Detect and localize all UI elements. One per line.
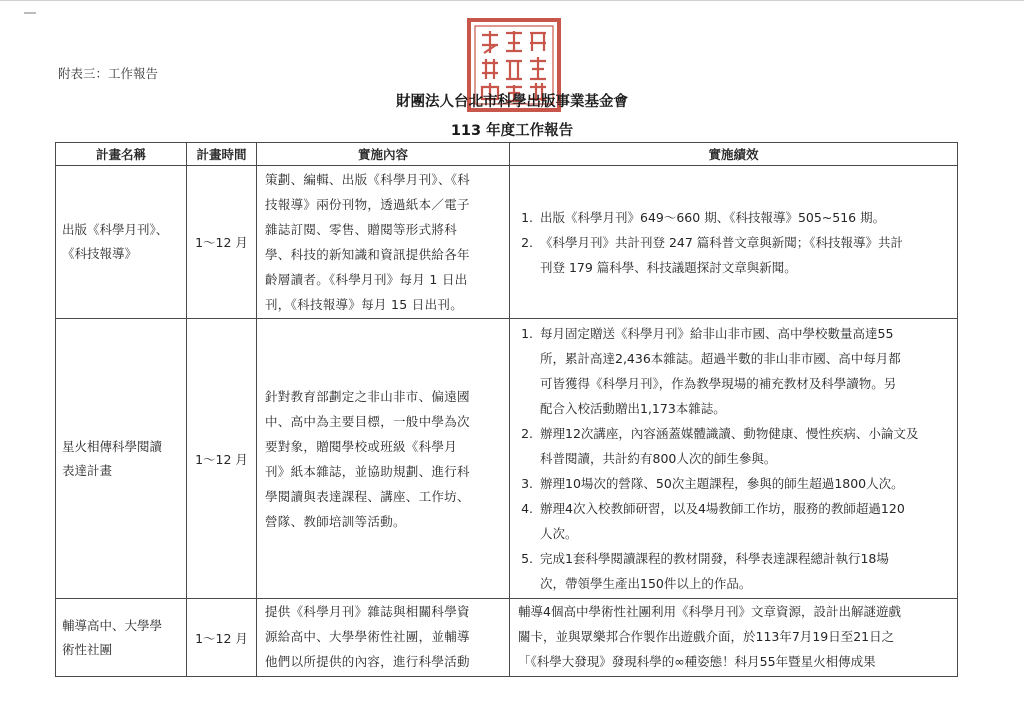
content-line: 策劃、編輯、出版《科學月刊》、《科 xyxy=(265,172,471,187)
result-line: 2. 辦理12次講座，內容涵蓋媒體識讀、動物健康、慢性疾病、小論文及 xyxy=(540,426,919,441)
content-line: 提供《科學月刊》雜誌與相關科學資 xyxy=(265,604,470,619)
content-line: 他們以所提供的內容，進行科學活動 xyxy=(265,654,470,669)
result-line: 次，帶領學生產出150件以上的作品。 xyxy=(540,576,752,591)
plan-name-line: 表達計畫 xyxy=(62,462,113,478)
work-report-table xyxy=(55,142,958,677)
table-row xyxy=(56,599,958,677)
header-results: 實施績效 xyxy=(510,143,958,166)
table-row xyxy=(56,319,958,599)
result-line: 配合入校活動贈出1,173本雜誌。 xyxy=(540,401,726,416)
implementation-cell xyxy=(257,319,510,599)
header-plan-period: 計畫時間 xyxy=(187,143,257,166)
plan-name-cell xyxy=(56,319,187,599)
result-line: 1. 每月固定贈送《科學月刊》給非山非市國、高中學校數量高達55 xyxy=(540,326,894,341)
content-line: 營隊、教師培訓等活動。 xyxy=(265,513,406,529)
scan-top-edge xyxy=(0,0,1024,1)
content-line: 學、科技的新知識和資訊提供給各年 xyxy=(265,247,470,262)
result-line: 4. 辦理4次入校教師研習，以及4場教師工作坊，服務的教師超過120 xyxy=(540,501,905,516)
content-line: 雜誌訂閱、零售、贈閱等形式將科 xyxy=(265,222,458,237)
content-line: 學閱讀與表達課程、講座、工作坊、 xyxy=(265,488,470,504)
results-list xyxy=(518,205,949,280)
implementation-cell xyxy=(257,599,510,677)
content-line: 技報導》兩份刊物，透過紙本／電子 xyxy=(265,197,470,212)
content-line: 刊，《科技報導》每月 15 日出刊。 xyxy=(265,297,464,312)
header-implementation: 實施內容 xyxy=(257,143,510,166)
results-item xyxy=(537,230,949,280)
implementation-cell xyxy=(257,166,510,319)
annex-label: 附表三：工作報告 xyxy=(58,66,159,81)
result-line: 出版《科學月刊》649～660 期、《科技報導》505~516 期。 xyxy=(540,209,886,225)
plan-name-cell xyxy=(56,599,187,677)
table-row xyxy=(56,166,958,319)
result-line: 輔導4個高中學術性社團利用《科學月刊》文章資源，設計出解謎遊戲 xyxy=(518,604,901,619)
results-item xyxy=(537,205,949,230)
result-line: 所，累計高達2,436本雜誌。超過半數的非山非市國、高中每月都 xyxy=(540,351,901,366)
plan-name-line: 輔導高中、大學學 xyxy=(62,617,163,633)
result-line: 5. 完成1套科學閱讀課程的教材開發，科學表達課程總計執行18場 xyxy=(540,551,889,566)
scan-mark xyxy=(24,12,36,14)
result-line: 2. 《科學月刊》共計刊登 247 篇科普文章與新聞；《科技報導》共計 xyxy=(540,234,904,250)
result-line: 科普閱讀，共計約有800人次的師生參與。 xyxy=(540,451,777,466)
content-line: 要對象，贈閱學校或班級《科學月 xyxy=(265,438,458,454)
result-line: 「《科學大發現》發現科學的∞種姿態！科月55年暨星火相傳成果 xyxy=(518,654,876,669)
document-subtitle: 113 年度工作報告 xyxy=(450,123,574,139)
results-cell xyxy=(510,599,958,677)
results-list xyxy=(518,321,949,596)
plan-name-line: 星火相傳科學閱讀 xyxy=(62,438,163,454)
header-plan-name: 計畫名稱 xyxy=(56,143,187,166)
results-item xyxy=(537,321,949,421)
result-line: 人次。 xyxy=(540,526,578,541)
results-cell xyxy=(510,166,958,319)
result-line: 可皆獲得《科學月刊》，作為教學現場的補充教材及科學讀物。另 xyxy=(540,376,897,391)
result-line: 刊登 179 篇科學、科技議題探討文章與新聞。 xyxy=(540,259,797,275)
table-header-row xyxy=(56,143,958,166)
content-line: 齡層讀者。《科學月刊》每月 1 日出 xyxy=(265,272,468,287)
results-item xyxy=(537,496,949,546)
plan-period-cell: 1～12 月 xyxy=(187,166,257,319)
plan-period-cell: 1～12 月 xyxy=(187,599,257,677)
content-line: 針對教育部劃定之非山非市、偏遠國 xyxy=(265,388,470,404)
plan-name-cell xyxy=(56,166,187,319)
content-line: 中、高中為主要目標，一般中學為次 xyxy=(265,413,470,429)
results-cell xyxy=(510,319,958,599)
plan-name-line: 術性社團 xyxy=(62,641,113,657)
content-line: 刊》紙本雜誌，並協助規劃、進行科 xyxy=(265,463,470,479)
plan-period-cell: 1～12 月 xyxy=(187,319,257,599)
plan-name-line: 《科技報導》 xyxy=(62,246,138,261)
document-title: 財團法人台北市科學出版事業基金會 xyxy=(396,94,628,110)
results-item xyxy=(537,421,949,471)
plan-name-line: 出版《科學月刊》、 xyxy=(62,222,169,237)
results-item xyxy=(537,546,949,596)
content-line: 源給高中、大學學術性社團，並輔導 xyxy=(265,629,470,644)
results-item xyxy=(537,471,949,496)
result-line: 關卡，並與眾樂邦合作製作出遊戲介面，於113年7月19日至21日之 xyxy=(518,629,895,644)
result-line: 3. 辦理10場次的營隊、50次主題課程，參與的師生超過1800人次。 xyxy=(540,476,904,491)
